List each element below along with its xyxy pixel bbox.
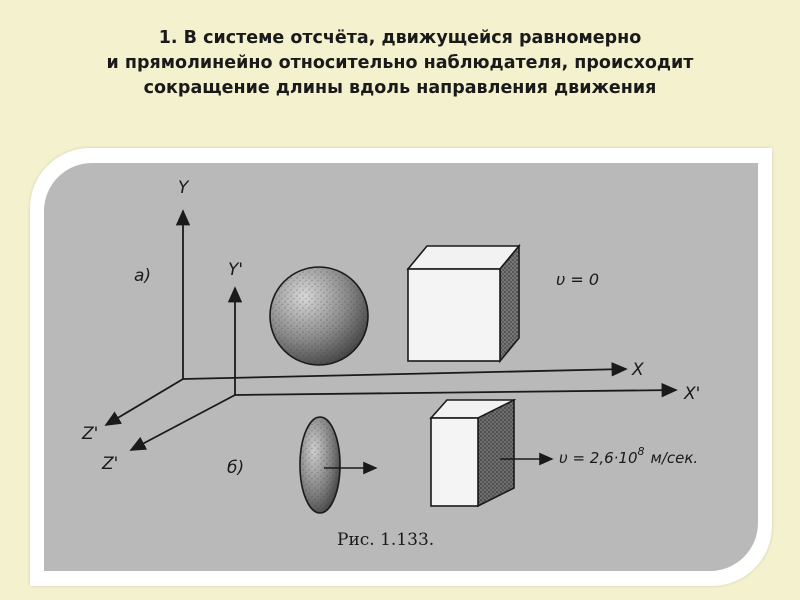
contracted-sphere-stipple [301, 418, 339, 512]
z-prime-axis [131, 395, 235, 450]
velocity-b-exponent: 8 [637, 445, 645, 458]
z-axis-label: Z' [82, 424, 99, 444]
title-line-3: сокращение длины вдоль направления движения [143, 78, 657, 98]
velocity-b-label [559, 445, 698, 467]
x-axis [183, 369, 626, 379]
y-prime-axis-label: Y' [228, 260, 244, 280]
y-axis-label: Y [178, 178, 189, 198]
x-axis-label: X [632, 360, 644, 380]
figure-scan [44, 163, 758, 571]
title-line-1: 1. В системе отсчёта, движущейся равномерно [158, 28, 642, 48]
velocity-b-value: υ = 2,6·10 [559, 449, 638, 467]
z-prime-axis-label: Z' [102, 454, 119, 474]
figure-caption: Рис. 1.133. [337, 530, 435, 550]
sphere-stipple [271, 268, 367, 364]
case-a-label: a) [134, 266, 152, 286]
x-prime-axis [235, 390, 676, 395]
velocity-a-label: υ = 0 [556, 270, 600, 289]
cube-at-rest [408, 246, 519, 361]
z-axis [106, 379, 183, 425]
x-prime-axis-label: X' [684, 384, 701, 404]
case-b-label: б) [227, 458, 245, 478]
title-line-2: и прямолинейно относительно наблюдателя, происходит [106, 53, 694, 73]
diagram-svg [44, 163, 758, 571]
velocity-b-unit: м/сек. [650, 449, 699, 467]
slide-title [0, 26, 800, 101]
contracted-cube [431, 400, 514, 506]
